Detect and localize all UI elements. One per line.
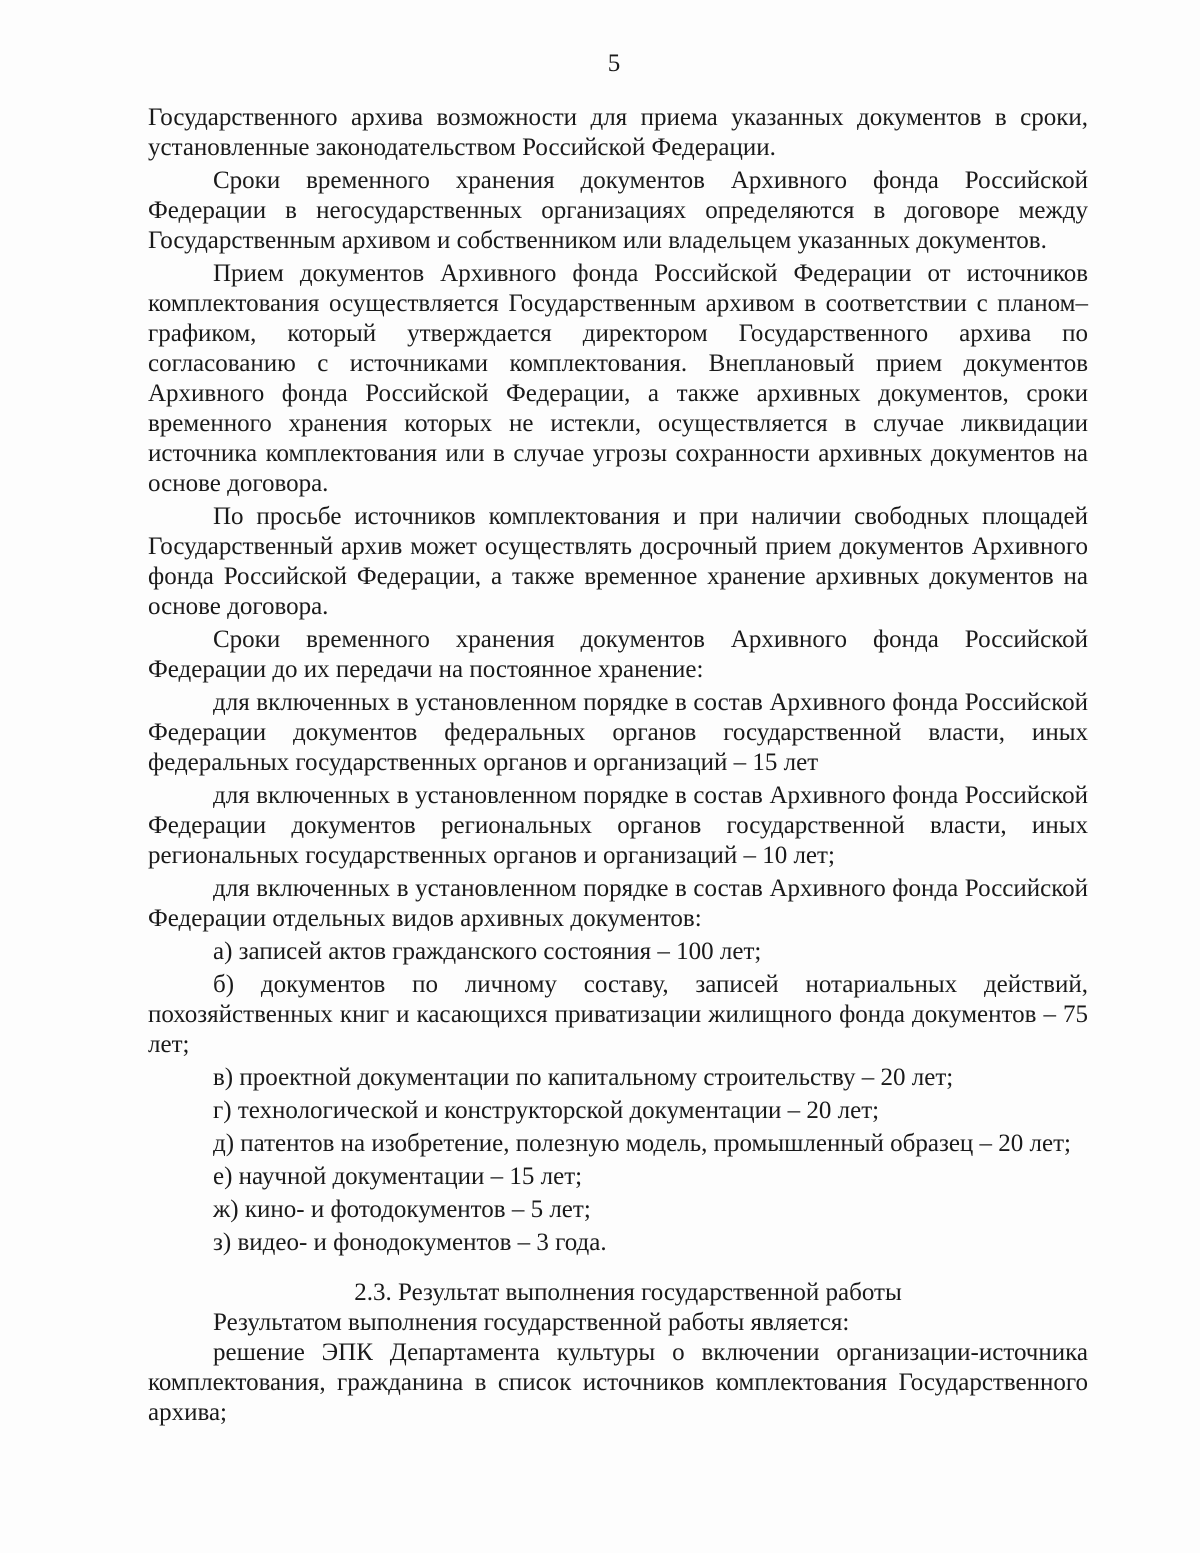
section-heading: 2.3. Результат выполнения государственной работы [354,1279,902,1306]
paragraph-temporary-storage-terms: Сроки временного хранения документов Архивного фонда Российской Федерации в негосударственных организациях определяются в договоре между Государственным архивом и собственником или владельцем указанных документов. [148,167,1088,254]
list-item: а) записей актов гражданского состояния – 100 лет; [213,938,762,965]
paragraph-regional-bodies: для включенных в установленном порядке в состав Архивного фонда Российской Федерации документов региональных органов государственной власти, иных региональных государственных органов и организаций – 10 лет; [148,782,1088,869]
paragraph-document-intake: Прием документов Архивного фонда Российской Федерации от источников комплектования осуществляется Государственным архивом в соответствии с планом–графиком, который утверждается директором Государственного архива по согласованию с источниками комплектования. Внеплановый прием документов Архивного фонда Российской Федерации, а также архивных документов, сроки временного хранения которых не истекли, осуществляется в случае ликвидации источника комплектования или в случае угрозы сохранности архивных документов на основе договора. [148,260,1088,497]
list-item: б) документов по личному составу, записей нотариальных действий, похозяйственных книг и касающихся приватизации жилищного фонда документов – 75 лет; [148,971,1088,1058]
list-item: в) проектной документации по капитальному строительству – 20 лет; [213,1064,954,1091]
paragraph-federal-bodies: для включенных в установленном порядке в состав Архивного фонда Российской Федерации документов федеральных органов государственной власти, иных федеральных государственных органов и организаций – 15 лет [148,689,1088,776]
paragraph-continuation: Государственного архива возможности для приема указанных документов в сроки, установленные законодательством Российской Федерации. [148,104,1088,161]
paragraph-document-types-intro: для включенных в установленном порядке в состав Архивного фонда Российской Федерации отдельных видов архивных документов: [148,875,1088,932]
document-body [148,103,1088,1428]
list-item: ж) кино- и фотодокументов – 5 лет; [213,1196,591,1223]
paragraph-early-intake: По просьбе источников комплектования и при наличии свободных площадей Государственный архив может осуществлять досрочный прием документов Архивного фонда Российской Федерации, а также временное хранение архивных документов на основе договора. [148,503,1088,620]
list-item: е) научной документации – 15 лет; [213,1163,583,1190]
paragraph-storage-periods-intro: Сроки временного хранения документов Архивного фонда Российской Федерации до их передачи на постоянное хранение: [148,626,1088,683]
list-item: д) патентов на изобретение, полезную модель, промышленный образец – 20 лет; [213,1130,1071,1157]
list-item: з) видео- и фонодокументов – 3 года. [213,1229,607,1256]
page-number: 5 [607,50,621,77]
paragraph-result-intro: Результатом выполнения государственной работы является: [213,1309,850,1336]
paragraph-result-decision: решение ЭПК Департамента культуры о включении организации-источника комплектования, гражданина в список источников комплектования Государственного архива; [148,1339,1088,1426]
list-item: г) технологической и конструкторской документации – 20 лет; [213,1097,880,1124]
